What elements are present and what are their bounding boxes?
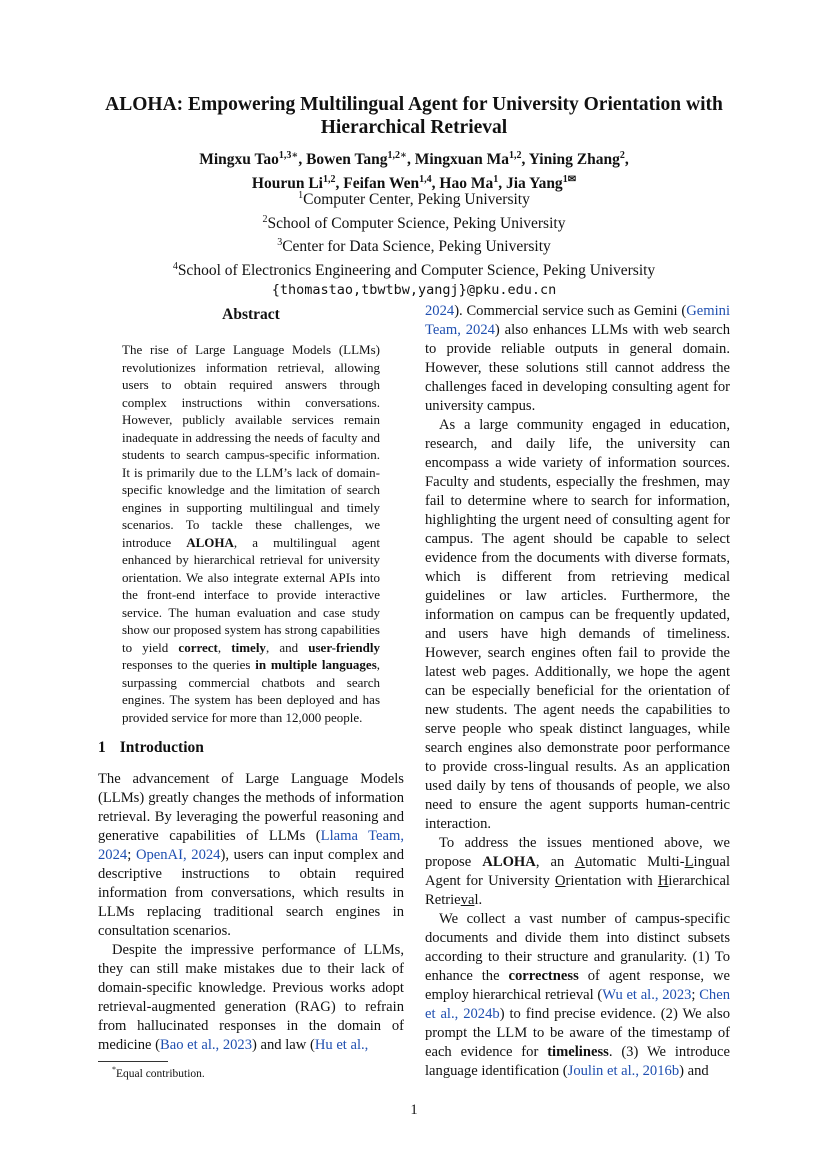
author: Feifan Wen$^{1,4}$	[343, 174, 432, 193]
paragraph: The advancement of Large Language Models (LLMs) greatly changes the methods of information retrieval. By leveraging the powerful reasoning and generative capabilities of LLMs (Llama Team, 2024; OpenAI, 2024), users can input complex and descriptive instructions to obtain required information from conversations, which results in LLMs replacing traditional search engines in consultation scenarios.	[98, 771, 405, 939]
author-email[interactable]: {thomastao,tbwtbw,yangj}@pku.edu.cn	[271, 281, 557, 298]
author: Hourun Li$^{1,2}$	[251, 174, 336, 193]
affiliation: $^3$Center for Data Science, Peking University	[277, 237, 551, 256]
citation-link[interactable]: 2024	[425, 303, 455, 319]
author: Mingxuan Ma$^{1,2}$	[414, 150, 522, 169]
paragraph: We collect a vast number of campus-specific documents and divide them into distinct subsets according to their structure and granularity. (1) To enhance the correctness of agent response, we employ hierarchical retrieval (Wu et al., 2023; Chen et al., 2024b) to find precise evidence. (2) We also prompt the LLM to be aware of the timestamp of each evidence for timeliness. (3) We introduce language identification (Joulin et al., 2016b) and	[425, 911, 730, 1079]
right-column	[425, 302, 730, 1081]
paragraph: As a large community engaged in education, research, and daily life, the university can encompass a wide variety of information sources. Faculty and students, especially the freshmen, may fail to determine where to search for information, highlighting the urgent need of consulting agent for campus. The agent should be capable to select evidence from the documents with diverse formats, which is different from retrieving medical guidelines or law articles. Furthermore, the information on campus can be frequently updated, and users have high demands of timeliness. However, search engines often fail to provide the latest web pages. Additionally, we hope the agent can be especially beneficial for the orientation of new students. The agent needs the capabilities to serve people who speak distinct languages, while search engines also demonstrate poor performance to provide cross-lingual results. As an application used daily by tens of thousands of people, we also need to ensure the agent supports human-centric interaction.	[425, 417, 730, 832]
paragraph: Despite the impressive performance of LLMs, they can still make mistakes due to their lack of domain-specific knowledge. Previous works adopt retrieval-augmented generation (RAG) to refrain from hallucinated responses in the domain of medicine (Bao et al., 2023) and law (Hu et al.,	[98, 942, 404, 1053]
citation-link[interactable]: Hu et al.,	[314, 1037, 369, 1053]
abstract-body: The rise of Large Language Models (LLMs) revolutionizes information retrieval, allowing users to obtain required answers through complex instructions within conversations. However, publicly available services remain inadequate in addressing the needs of faculty and students to search campus-specific information. It is primarily due to the LLM’s lack of domain-specific knowledge and the limitation of search engines in supporting multilingual and timely scenarios. To tackle these challenges, we introduce ALOHA, a multilingual agent enhanced by hierarchical retrieval for university orientation. We also integrate external APIs into the front-end interface to provide interactive service. The human evaluation and case study show our proposed system has strong capabilities to yield correct, timely, and user-friendly responses to the queries in multiple languages, surpassing commercial chatbots and search engines. The system has been deployed and has provided service for more than 12,000 people.	[122, 342, 380, 725]
citation-link[interactable]: Wu et al., 2023	[602, 987, 692, 1003]
footnote: *Equal contribution.	[112, 1065, 205, 1080]
author-list: Mingxu Tao$^{1,3∗}$, Bowen Tang$^{1,2∗}$, Mingxuan Ma$^{1,2}$, Yining Zhang$^2$, Hourun Li$^{1,2}$, Feifan Wen$^{1,4}$, Hao Ma$^1$, Jia Yang$^{1✉}$	[199, 150, 629, 193]
affiliation: $^2$School of Computer Science, Peking University	[262, 213, 566, 232]
paragraph: To address the issues mentioned above, we propose ALOHA, an Automatic Multi-Lingual Agent for University Orientation with Hierarchical Retrieval.	[425, 835, 730, 908]
abstract-heading: Abstract	[222, 306, 280, 323]
author: Bowen Tang$^{1,2∗}$	[306, 150, 407, 169]
citation-link[interactable]: Chen et al., 2024b	[425, 987, 730, 1022]
affiliation: $^1$Computer Center, Peking University	[298, 190, 530, 209]
citation-link[interactable]: Bao et al., 2023	[160, 1037, 253, 1053]
citation-link[interactable]: OpenAI, 2024	[135, 847, 221, 863]
author: Jia Yang$^{1✉}$	[505, 174, 577, 193]
affiliations	[70, 186, 758, 300]
affiliation: $^4$School of Electronics Engineering and Computer Science, Peking University	[172, 260, 656, 280]
citation-link[interactable]: Joulin et al., 2016b	[567, 1063, 680, 1079]
section-heading: 1 Introduction	[98, 739, 204, 756]
page-number: 1	[410, 1102, 418, 1118]
left-column	[98, 770, 404, 1055]
author: Hao Ma$^1$	[439, 174, 499, 193]
citation-link[interactable]: Llama Team, 2024	[98, 828, 404, 863]
citation-link[interactable]: Gemini Team, 2024	[425, 303, 730, 338]
paper-title: ALOHA: Empowering Multilingual Agent for University Orientation with Hierarchical Retrieval	[105, 94, 723, 138]
footnote-divider	[98, 1061, 168, 1062]
paragraph: 2024). Commercial service such as Gemini (Gemini Team, 2024) also enhances LLMs with web search to provide reliable outputs in general domain. However, these solutions still cannot address the challenges faced in developing consulting agent for university campus.	[425, 303, 731, 414]
author: Mingxu Tao$^{1,3∗}$	[199, 150, 299, 169]
author: Yining Zhang$^2$	[528, 150, 625, 169]
